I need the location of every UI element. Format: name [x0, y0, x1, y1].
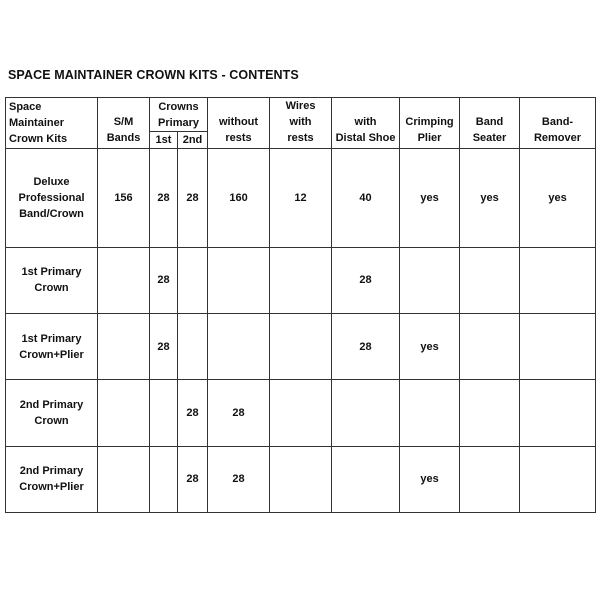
- row-name: 1st Primary Crown: [6, 247, 98, 313]
- cell-sm-bands: [98, 313, 150, 379]
- cell-band-remover: yes: [520, 149, 596, 248]
- cell-crimping-plier: yes: [400, 313, 460, 379]
- header-band-seater: Band Seater: [460, 98, 520, 149]
- cell-distal-shoe: [332, 446, 400, 512]
- cell-crimping-plier: yes: [400, 149, 460, 248]
- table-header: [6, 98, 596, 149]
- table-row: [6, 313, 596, 379]
- table-row: [6, 149, 596, 248]
- header-sm-bands: S/M Bands: [98, 98, 150, 149]
- header-crowns-2nd: 2nd: [178, 131, 208, 148]
- cell-crowns-2nd: [178, 247, 208, 313]
- header-crimping-plier: Crimping Plier: [400, 98, 460, 149]
- table-row: [6, 446, 596, 512]
- cell-crowns-2nd: 28: [178, 446, 208, 512]
- cell-without-rests: 160: [208, 149, 270, 248]
- cell-distal-shoe: 28: [332, 247, 400, 313]
- kit-contents-table: [5, 97, 596, 513]
- cell-without-rests: [208, 313, 270, 379]
- cell-distal-shoe: 28: [332, 313, 400, 379]
- row-name: Deluxe Professional Band/Crown: [6, 149, 98, 248]
- cell-sm-bands: [98, 380, 150, 446]
- cell-crowns-2nd: 28: [178, 149, 208, 248]
- cell-band-seater: yes: [460, 149, 520, 248]
- cell-with-rests: [270, 247, 332, 313]
- table-body: [6, 149, 596, 513]
- cell-crowns-2nd: [178, 313, 208, 379]
- cell-crimping-plier: [400, 380, 460, 446]
- cell-crimping-plier: yes: [400, 446, 460, 512]
- cell-without-rests: [208, 247, 270, 313]
- cell-with-rests: [270, 380, 332, 446]
- cell-band-seater: [460, 313, 520, 379]
- cell-band-remover: [520, 380, 596, 446]
- cell-sm-bands: [98, 446, 150, 512]
- cell-without-rests: 28: [208, 380, 270, 446]
- cell-band-remover: [520, 247, 596, 313]
- header-crowns-1st: 1st: [150, 131, 178, 148]
- cell-crimping-plier: [400, 247, 460, 313]
- cell-band-seater: [460, 380, 520, 446]
- header-band-remover: Band- Remover: [520, 98, 596, 149]
- cell-without-rests: 28: [208, 446, 270, 512]
- header-wires-with-rests: Wires with rests: [270, 98, 332, 149]
- row-name: 2nd Primary Crown: [6, 380, 98, 446]
- cell-with-rests: 12: [270, 149, 332, 248]
- cell-crowns-1st: 28: [150, 149, 178, 248]
- cell-band-seater: [460, 446, 520, 512]
- cell-sm-bands: 156: [98, 149, 150, 248]
- header-without-rests: without rests: [208, 98, 270, 149]
- cell-band-remover: [520, 313, 596, 379]
- table-row: [6, 380, 596, 446]
- header-crowns-primary: Crowns Primary: [150, 98, 208, 132]
- cell-crowns-1st: [150, 380, 178, 446]
- cell-band-seater: [460, 247, 520, 313]
- cell-with-rests: [270, 313, 332, 379]
- cell-crowns-2nd: 28: [178, 380, 208, 446]
- header-kits: Space Maintainer Crown Kits: [6, 98, 98, 149]
- cell-crowns-1st: 28: [150, 313, 178, 379]
- cell-crowns-1st: [150, 446, 178, 512]
- cell-sm-bands: [98, 247, 150, 313]
- cell-distal-shoe: [332, 380, 400, 446]
- cell-distal-shoe: 40: [332, 149, 400, 248]
- cell-band-remover: [520, 446, 596, 512]
- cell-crowns-1st: 28: [150, 247, 178, 313]
- table-row: [6, 247, 596, 313]
- cell-with-rests: [270, 446, 332, 512]
- page-title: SPACE MAINTAINER CROWN KITS - CONTENTS: [8, 68, 299, 82]
- header-with-distal-shoe: with Distal Shoe: [332, 98, 400, 149]
- row-name: 2nd Primary Crown+Plier: [6, 446, 98, 512]
- row-name: 1st Primary Crown+Plier: [6, 313, 98, 379]
